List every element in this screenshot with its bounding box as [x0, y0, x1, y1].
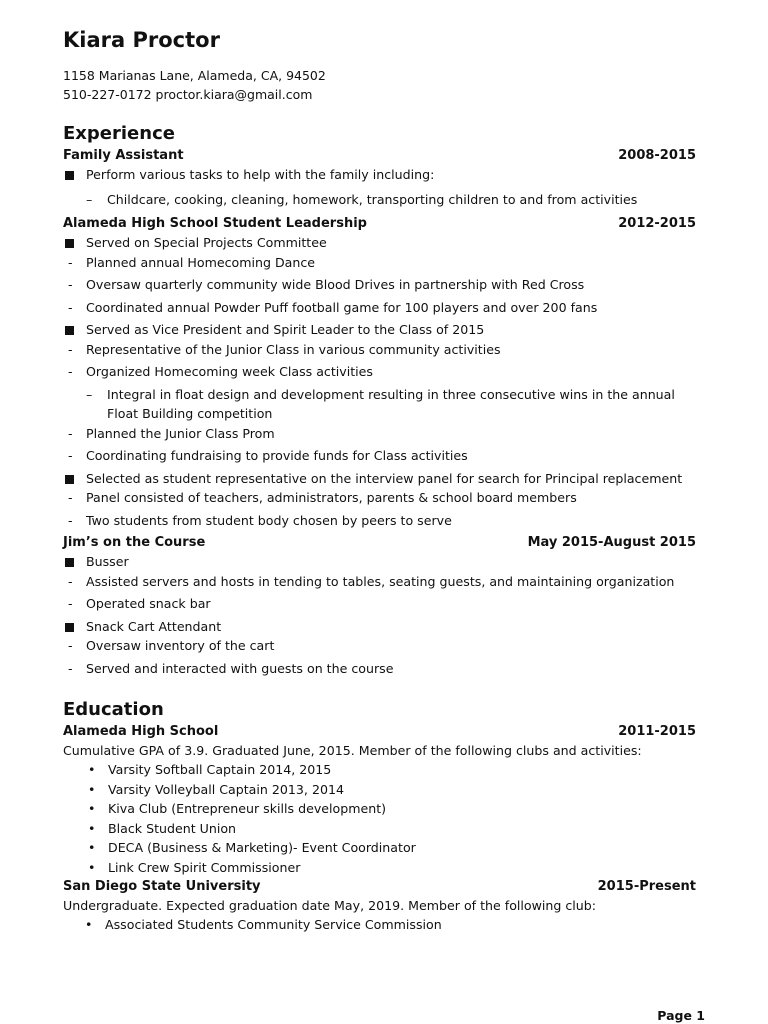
dot-bullet-item: • Varsity Volleyball Captain 2013, 2014	[88, 781, 344, 797]
dot-bullet-item: • Varsity Softball Captain 2014, 2015	[88, 762, 332, 777]
education-heading: Education	[63, 699, 164, 720]
dash-bullet-item: - Assisted servers and hosts in tending to tables, seating guests, and maintaining organization	[68, 573, 675, 589]
school-name: Alameda High School	[63, 724, 219, 739]
dash-bullet-item: - Oversaw inventory of the cart	[68, 638, 275, 653]
job-dates: 2008-2015	[618, 148, 696, 163]
job-dates: May 2015-August 2015	[527, 535, 696, 550]
dash-bullet-item: - Operated snack bar	[68, 596, 211, 611]
dash-bullet-item: - Two students from student body chosen by peers to serve	[68, 512, 452, 528]
dash-bullet-item: - Representative of the Junior Class in various community activities	[68, 341, 501, 357]
page-number: Page 1	[657, 1008, 705, 1023]
job-header	[63, 146, 696, 165]
square-bullet-item: Selected as student representative on the interview panel for search for Principal replacement	[63, 469, 696, 489]
square-bullet-item: Served as Vice President and Spirit Leader to the Class of 2015	[63, 320, 696, 340]
dash-bullet-item: - Served and interacted with guests on the course	[68, 660, 394, 676]
square-bullet-item: Busser	[63, 552, 696, 572]
dot-bullet-item: • Kiva Club (Entrepreneur skills development)	[88, 801, 387, 816]
job-title: Alameda High School Student Leadership	[63, 216, 367, 231]
dot-bullet-item: • Black Student Union	[88, 820, 237, 836]
dash-bullet-item: - Planned annual Homecoming Dance	[68, 254, 316, 270]
resume-page	[63, 26, 696, 935]
dash-bullet-item: - Planned the Junior Class Prom	[68, 425, 275, 441]
resume-name: Kiara Proctor	[63, 28, 220, 52]
dash-bullet-item: – Integral in float design and development resulting in three consecutive wins in the annual Float Building competition	[86, 386, 675, 421]
school-header	[63, 877, 696, 896]
dot-bullet-item: • Associated Students Community Service Commission	[85, 917, 442, 932]
job-header	[63, 533, 696, 552]
dash-bullet-item: - Coordinated annual Powder Puff football game for 100 players and over 200 fans	[68, 299, 598, 315]
job-header	[63, 214, 696, 233]
job-title: Jim’s on the Course	[63, 535, 206, 550]
school-dates: 2011-2015	[618, 724, 696, 739]
school-name: San Diego State University	[63, 879, 261, 894]
address: 1158 Marianas Lane, Alameda, CA, 94502	[63, 68, 326, 83]
job-title: Family Assistant	[63, 148, 184, 163]
dash-bullet-item: – Childcare, cooking, cleaning, homework, transporting children to and from activities	[86, 191, 638, 207]
dash-bullet-item: - Panel consisted of teachers, administrators, parents & school board members	[68, 490, 577, 505]
square-bullet-item: Perform various tasks to help with the family including:	[63, 165, 696, 185]
phone-email: 510-227-0172 proctor.kiara@gmail.com	[63, 87, 313, 102]
job-dates: 2012-2015	[618, 216, 696, 231]
dash-bullet-item: - Organized Homecoming week Class activities	[68, 364, 373, 379]
square-bullet-item: Served on Special Projects Committee	[63, 233, 696, 253]
dash-bullet-item: - Oversaw quarterly community wide Blood Drives in partnership with Red Cross	[68, 277, 585, 292]
school-description: Undergraduate. Expected graduation date May, 2019. Member of the following club:	[63, 898, 597, 913]
dash-bullet-item: - Coordinating fundraising to provide funds for Class activities	[68, 448, 468, 463]
school-description: Cumulative GPA of 3.9. Graduated June, 2015. Member of the following clubs and activities:	[63, 743, 642, 758]
dot-bullet-item: • DECA (Business & Marketing)- Event Coordinator	[88, 840, 416, 855]
square-bullet-item: Snack Cart Attendant	[63, 617, 696, 637]
school-header	[63, 722, 696, 741]
school-dates: 2015-Present	[597, 879, 696, 894]
experience-heading: Experience	[63, 123, 175, 144]
dot-bullet-item: • Link Crew Spirit Commissioner	[88, 859, 301, 875]
